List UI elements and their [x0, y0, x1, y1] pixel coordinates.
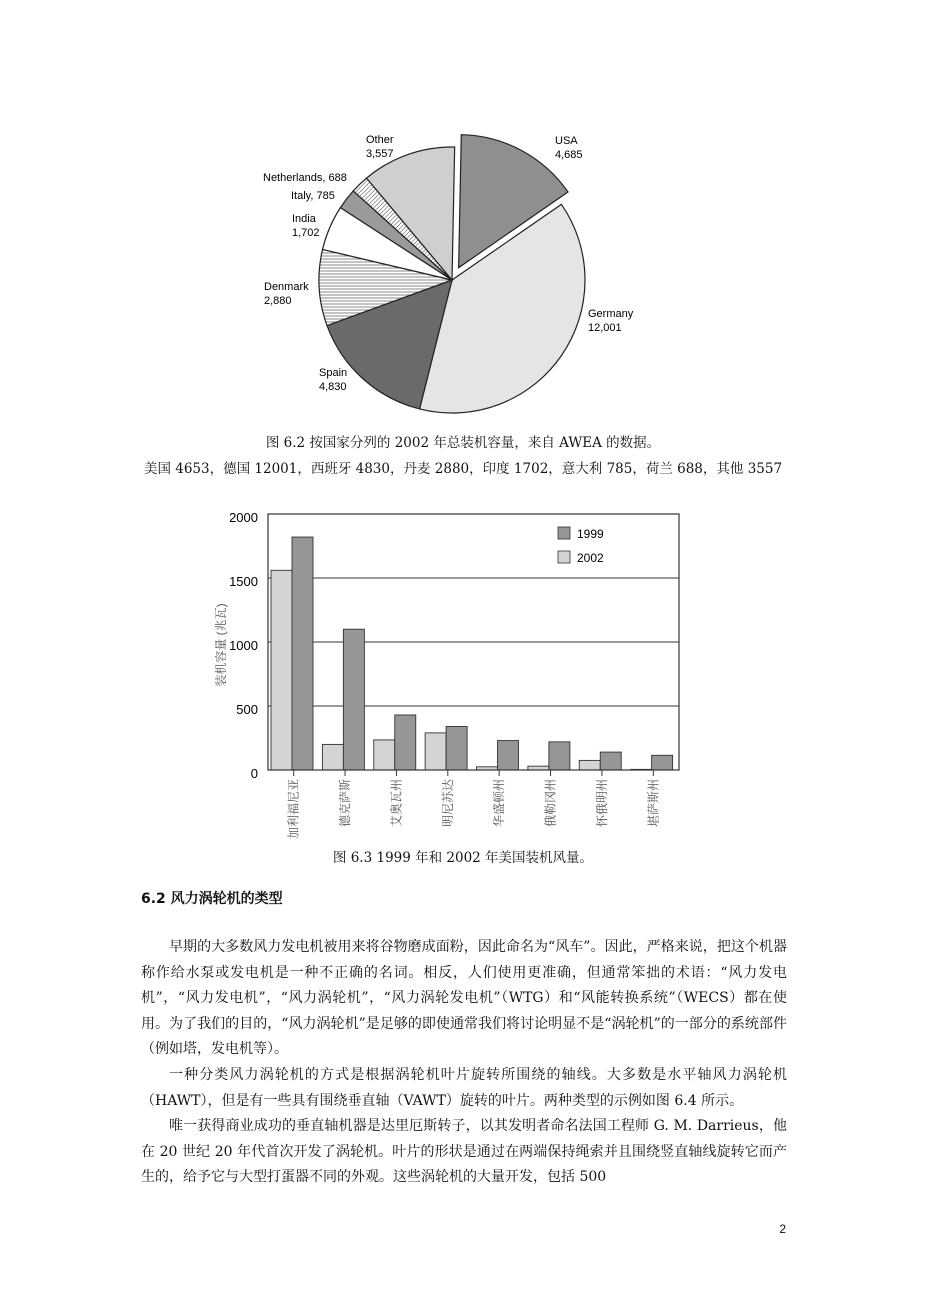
bar-x-tick-label: 俄勒冈州 [543, 779, 558, 828]
bar-y-tick-label: 2000 [229, 510, 258, 525]
bar-x-tick-label: 堪萨斯州 [646, 779, 661, 828]
bar-2002 [579, 760, 600, 770]
bar-x-tick-label: 德克萨斯 [338, 779, 353, 828]
bar-1999 [292, 537, 313, 770]
pie-value-spain: 4,830 [319, 381, 347, 393]
legend-label-1999: 1999 [577, 527, 604, 541]
pie-label-spain: Spain [319, 367, 348, 379]
bar-y-tick-label: 0 [250, 766, 258, 781]
pie-label-denmark: Denmark [264, 281, 309, 293]
page-number: 2 [779, 1222, 786, 1236]
bar-1999 [395, 715, 416, 770]
pie-label-italy: Italy, 785 [291, 190, 335, 202]
pie-label-usa: USA [555, 135, 578, 147]
bar-2002 [271, 570, 292, 770]
paragraph-2: 一种分类风力涡轮机的方式是根据涡轮机叶片旋转所围绕的轴线。大多数是水平轴风力涡轮机（HAWT），但是有一些具有围绕垂直轴（VAWT）旋转的叶片。两种类型的示例如图 6.4 所示。 [141, 1067, 787, 1109]
pie-label-india: India [292, 213, 316, 225]
bar-y-tick-label: 1500 [229, 574, 258, 589]
pie-value-germany: 12,001 [588, 322, 622, 334]
legend-label-2002: 2002 [577, 551, 604, 565]
pie-caption-line2: 美国 4653，德国 12001，西班牙 4830，丹麦 2880，印度 1702，意大利 785，荷兰 688，其他 3557 [143, 461, 783, 477]
bar-2002 [322, 744, 343, 770]
pie-label-other: Other [366, 134, 394, 146]
bar-1999 [446, 726, 467, 770]
bar-y-tick-label: 500 [236, 702, 258, 717]
pie-value-other: 3,557 [366, 148, 394, 160]
bar-1999 [343, 629, 364, 770]
bar-x-tick-label: 加利福尼亚 [286, 779, 301, 840]
bar-1999 [549, 742, 570, 770]
bar-1999 [600, 752, 621, 770]
pie-label-netherlands: Netherlands, 688 [263, 172, 347, 184]
bar-x-tick-label: 华盛顿州 [492, 779, 507, 828]
bar-caption: 图 6.3 1999 年和 2002 年美国装机风量。 [332, 850, 594, 866]
paragraph-1: 早期的大多数风力发电机被用来将谷物磨成面粉，因此命名为“风车”。因此，严格来说，把这个机器称作给水泵或发电机是一种不正确的名词。相反，人们使用更准确，但通常笨拙的术语：“风力发电机”，“风力发电机”，“风力涡轮机”，“风力涡轮发电机”（WTG）和“风能转换系统”（WECS）都在使用。为了我们的目的，“风力涡轮机”是足够的即使通常我们将讨论明显不是“涡轮机”的一部分的系统部件（例如塔，发电机等）。 [141, 939, 787, 1057]
legend-swatch-2002 [558, 551, 570, 563]
bar-y-tick-label: 1000 [229, 638, 258, 653]
section-heading: 6.2 风力涡轮机的类型 [141, 891, 283, 907]
bar-2002 [425, 733, 446, 770]
pie-label-germany: Germany [588, 308, 634, 320]
bar-x-tick-label: 艾奥瓦州 [389, 779, 404, 828]
bar-1999 [652, 755, 673, 770]
bar-y-axis-label: 装机容量 (兆瓦) [214, 603, 228, 687]
bar-chart [200, 505, 700, 845]
paragraph-3: 唯一获得商业成功的垂直轴机器是达里厄斯转子，以其发明者命名法国工程师 G. M. Darrieus，他在 20 世纪 20 年代首次开发了涡轮机。叶片的形状是通过在两端保持绳索并且围绕竖直轴线旋转它而产生的，给予它与大型打蛋器不同的外观。这些涡轮机的大量开发，包括 500 [141, 1118, 787, 1185]
bar-1999 [498, 741, 519, 770]
legend-swatch-1999 [558, 527, 570, 539]
pie-caption-line1: 图 6.2 按国家分列的 2002 年总装机容量，来自 AWEA 的数据。 [265, 435, 661, 451]
bar-legend [558, 527, 604, 565]
pie-value-india: 1,702 [292, 227, 320, 239]
pie-chart [250, 115, 670, 425]
bar-2002 [374, 740, 395, 770]
bar-x-tick-label: 明尼苏达 [440, 779, 455, 828]
pie-value-denmark: 2,880 [264, 295, 292, 307]
bar-x-tick-label: 怀俄明州 [594, 779, 609, 828]
pie-value-usa: 4,685 [555, 149, 583, 161]
